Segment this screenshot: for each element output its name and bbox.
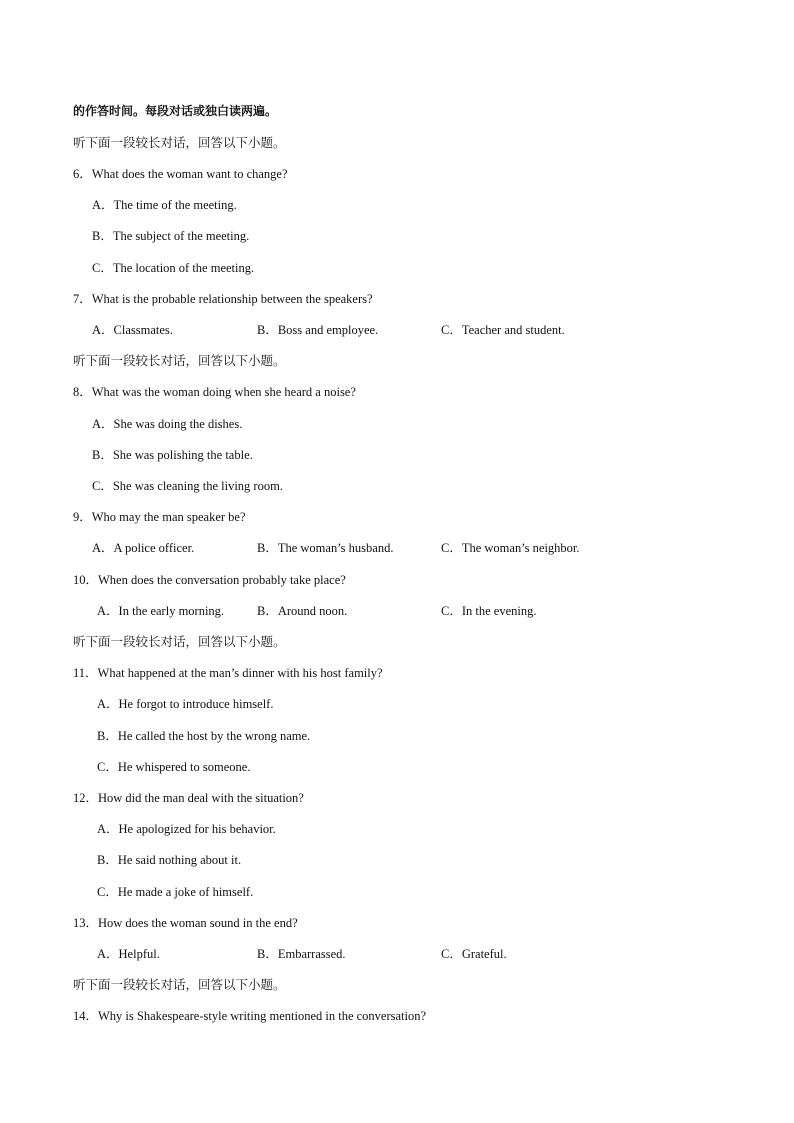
question-stem: 11．What happened at the man’s dinner with his host family? bbox=[73, 666, 383, 680]
question-stem: 10．When does the conversation probably take place? bbox=[73, 573, 346, 587]
option-b: B．He called the host by the wrong name. bbox=[97, 729, 311, 743]
option-c: C．Teacher and student. bbox=[441, 323, 565, 337]
option-b: B．She was polishing the table. bbox=[92, 448, 253, 462]
question-stem: 6．What does the woman want to change? bbox=[73, 167, 288, 181]
option-b: B．Around noon. bbox=[257, 604, 348, 618]
option-b: B．Boss and employee. bbox=[257, 323, 379, 337]
option-b: B．He said nothing about it. bbox=[97, 853, 242, 867]
option-b: B．Embarrassed. bbox=[257, 947, 346, 961]
section-heading: 听下面一段较长对话，回答以下小题。 bbox=[73, 135, 286, 150]
option-a: A．She was doing the dishes. bbox=[92, 417, 243, 431]
option-a: A．He apologized for his behavior. bbox=[97, 822, 276, 836]
option-c: C．He whispered to someone. bbox=[97, 760, 251, 774]
question-stem: 9．Who may the man speaker be? bbox=[73, 510, 246, 524]
option-c: C．He made a joke of himself. bbox=[97, 885, 254, 899]
option-c: C．Grateful. bbox=[441, 947, 507, 961]
intro-text: 的作答时间。每段对话或独白读两遍。 bbox=[73, 104, 278, 118]
option-c: C．In the evening. bbox=[441, 604, 537, 618]
question-stem: 8．What was the woman doing when she heard a noise? bbox=[73, 385, 356, 399]
option-a: A．He forgot to introduce himself. bbox=[97, 697, 274, 711]
section-heading: 听下面一段较长对话，回答以下小题。 bbox=[73, 977, 286, 992]
option-a: A．Classmates. bbox=[92, 323, 173, 337]
option-a: A．Helpful. bbox=[97, 947, 160, 961]
option-a: A．In the early morning. bbox=[97, 604, 225, 618]
option-a: A．The time of the meeting. bbox=[92, 198, 237, 212]
section-heading: 听下面一段较长对话，回答以下小题。 bbox=[73, 634, 286, 649]
option-c: C．The woman’s neighbor. bbox=[441, 541, 580, 555]
question-stem: 12．How did the man deal with the situation? bbox=[73, 791, 304, 805]
option-b: B．The subject of the meeting. bbox=[92, 229, 250, 243]
option-b: B．The woman’s husband. bbox=[257, 541, 394, 555]
option-c: C．The location of the meeting. bbox=[92, 261, 255, 275]
option-c: C．She was cleaning the living room. bbox=[92, 479, 283, 493]
question-stem: 7．What is the probable relationship between the speakers? bbox=[73, 292, 373, 306]
option-a: A．A police officer. bbox=[92, 541, 195, 555]
question-stem: 14．Why is Shakespeare-style writing mentioned in the conversation? bbox=[73, 1009, 427, 1023]
question-stem: 13．How does the woman sound in the end? bbox=[73, 916, 298, 930]
section-heading: 听下面一段较长对话，回答以下小题。 bbox=[73, 353, 286, 368]
